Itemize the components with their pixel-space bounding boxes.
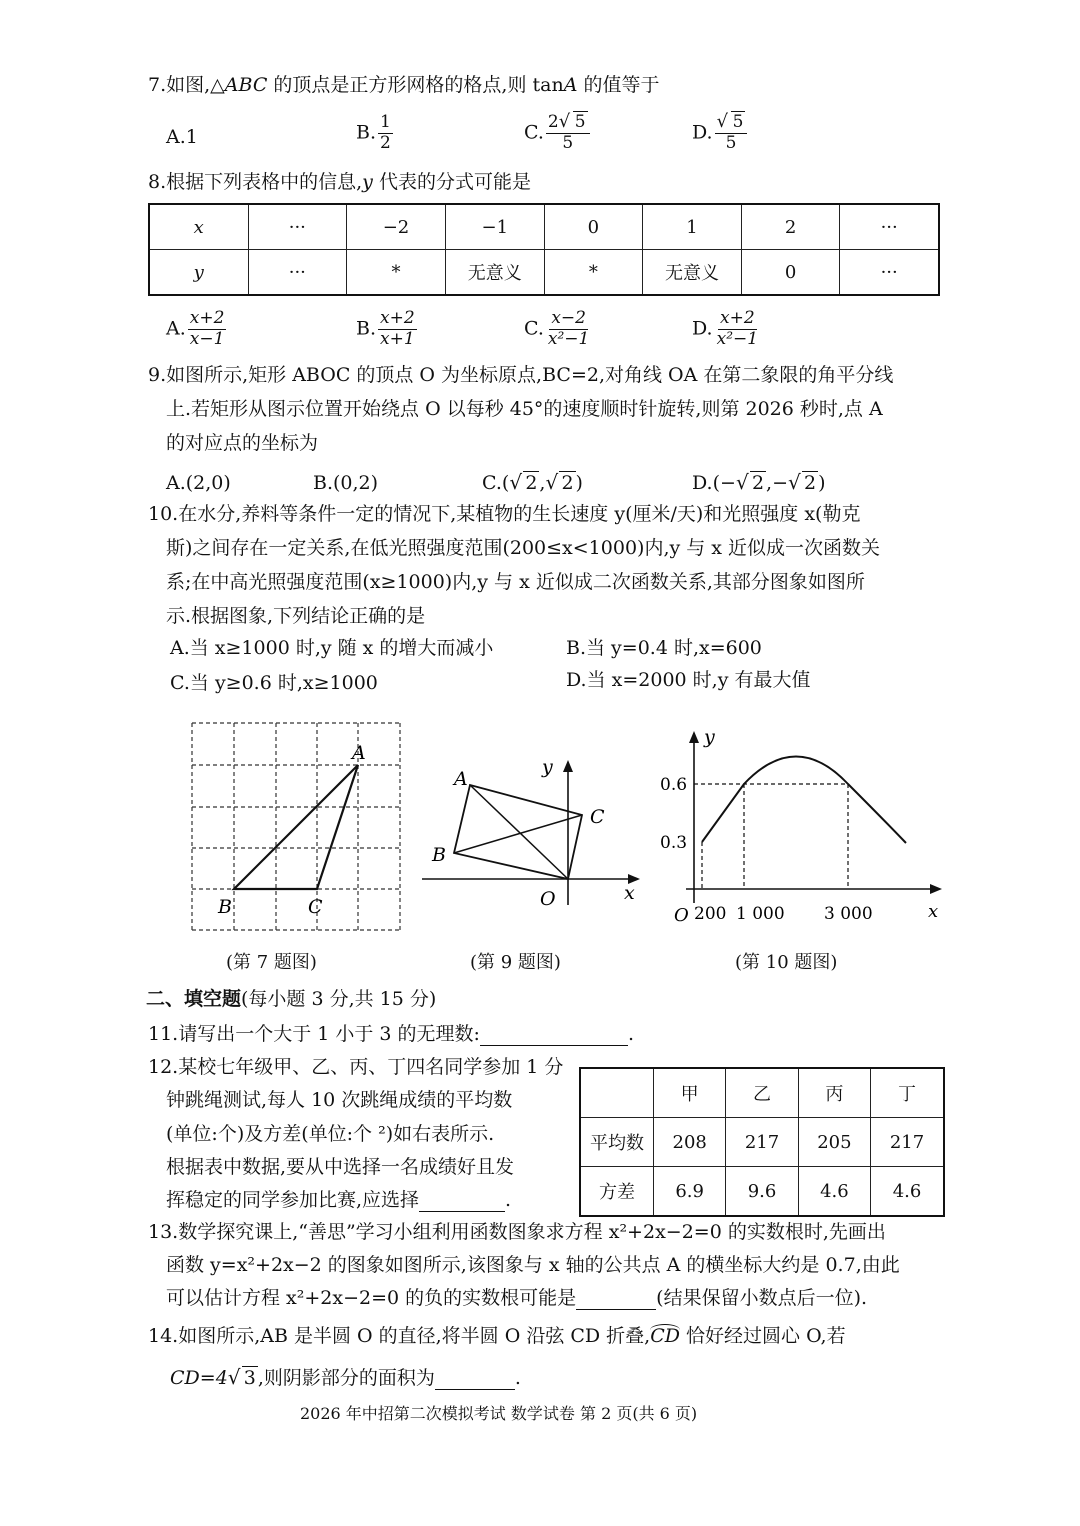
figure-7-caption: (第 7 题图)	[226, 952, 317, 973]
table-row	[580, 1118, 944, 1167]
tick-1000: 1 000	[736, 904, 785, 924]
table-cell: 丙	[798, 1068, 870, 1118]
q9-line-3: 的对应点的坐标为	[166, 432, 319, 454]
label-o: O	[540, 888, 556, 910]
label-a: A	[454, 768, 468, 790]
figure-7	[186, 715, 408, 939]
q9-option-a: A.(2,0)	[166, 472, 231, 494]
table-cell: 无意义	[445, 250, 544, 296]
q14-line-1: 14.如图所示,AB 是半圆 O 的直径,将半圆 O 沿弦 CD 折叠,CD 恰好经过圆心 O,若	[148, 1325, 846, 1347]
q12-line-4: 根据表中数据,要从中选择一名成绩好且发	[166, 1156, 515, 1178]
q10-option-a: A.当 x≥1000 时,y 随 x 的增大而减小	[170, 637, 494, 659]
q13-line-1: 13.数学探究课上,“善思”学习小组利用函数图象求方程 x²+2x−2=0 的实数根时,先画出	[148, 1221, 886, 1243]
table-cell: *	[347, 250, 446, 296]
figure-9	[418, 755, 648, 915]
q8-option-d: D. $\frac{x+2}{\text{x²−1}}$	[692, 308, 759, 349]
q10-option-c: C.当 y≥0.6 时,x≥1000	[170, 672, 378, 694]
q12-line-1: 12.某校七年级甲、乙、丙、丁四名同学参加 1 分	[148, 1056, 564, 1078]
x-axis-arrow	[930, 884, 942, 894]
table-cell: 方差	[580, 1167, 654, 1217]
table-row	[149, 204, 939, 250]
q8-stem: 8.根据下列表格中的信息,y 代表的分式可能是	[148, 171, 531, 193]
table-cell: 丁	[871, 1068, 944, 1118]
table-row	[580, 1167, 944, 1217]
q8-table	[148, 203, 940, 296]
figure-10-caption: (第 10 题图)	[735, 952, 838, 973]
q10-option-d: D.当 x=2000 时,y 有最大值	[566, 669, 811, 691]
q9-line-2: 上.若矩形从图示位置开始绕点 O 以每秒 45°的速度顺时针旋转,则第 2026 秒时,点 A	[166, 398, 883, 420]
label-y: y	[542, 756, 553, 778]
table-cell: 9.6	[726, 1167, 798, 1217]
y-axis-arrow	[563, 760, 573, 772]
table-cell: x	[149, 204, 248, 250]
tick-0.3: 0.3	[660, 833, 688, 853]
q12-line-3: (单位:个)及方差(单位:个 ²)如右表所示.	[166, 1123, 495, 1145]
table-row	[149, 250, 939, 296]
table-cell: 平均数	[580, 1118, 654, 1167]
arc-cd: CD	[650, 1325, 681, 1347]
q7-option-b: B. $\frac{1}{2}$	[356, 112, 391, 153]
q7-option-a: A.1	[166, 126, 198, 148]
tick-0.6: 0.6	[660, 775, 688, 795]
table-cell: 0	[544, 204, 643, 250]
table-cell: 甲	[654, 1068, 726, 1118]
q14-line-2: CD=4√ 3 ,则阴影部分的面积为 .	[170, 1367, 521, 1390]
table-cell: ···	[248, 250, 347, 296]
guide-lines	[694, 784, 848, 889]
q10-option-b: B.当 y=0.4 时,x=600	[566, 637, 762, 659]
label-b: B	[432, 844, 446, 866]
tick-3000: 3 000	[824, 904, 873, 924]
figure-9-caption: (第 9 题图)	[470, 952, 561, 973]
q7-option-d: D. √ $\frac{5}{5}$	[692, 114, 747, 153]
answer-blank[interactable]	[576, 1289, 656, 1310]
table-cell	[580, 1068, 654, 1118]
triangle-abc	[234, 765, 358, 889]
q8-option-a: A. $\frac{x+2}{x-1}$	[166, 308, 225, 349]
table-cell: 1	[643, 204, 742, 250]
label-c: C	[590, 806, 605, 828]
table-cell: 无意义	[643, 250, 742, 296]
answer-blank[interactable]	[435, 1369, 515, 1390]
label-o: O	[674, 905, 689, 926]
q9-option-c: C.(√ 2 ,√ 2 )	[482, 472, 583, 495]
table-row	[580, 1068, 944, 1118]
table-cell: 乙	[726, 1068, 798, 1118]
diagonal-oa	[470, 785, 568, 879]
table-cell: 205	[798, 1118, 870, 1167]
q9-option-d: D.(−√ 2 ,−√ 2 )	[692, 472, 826, 495]
table-cell: y	[149, 250, 248, 296]
q12-line-2: 钟跳绳测试,每人 10 次跳绳成绩的平均数	[166, 1089, 513, 1111]
q12-table	[579, 1067, 945, 1217]
figure-10	[656, 725, 948, 927]
table-cell: 4.6	[798, 1167, 870, 1217]
tick-200: 200	[694, 904, 727, 924]
q10-line-1: 10.在水分,养料等条件一定的情况下,某植物的生长速度 y(厘米/天)和光照强度 x(勒克	[148, 503, 861, 525]
table-cell: 208	[654, 1118, 726, 1167]
q10-line-3: 系;在中高光照强度范围(x≥1000)内,y 与 x 近似成二次函数关系,其部分图象如图所	[166, 571, 865, 593]
diagonal-bc	[454, 815, 582, 853]
table-cell: −1	[445, 204, 544, 250]
q8-option-b: B. $\frac{x+2}{x+1}$	[356, 308, 415, 349]
q12-line-5: 挥稳定的同学参加比赛,应选择 .	[166, 1189, 512, 1211]
label-x: x	[624, 882, 635, 904]
q8-option-c: C. $\frac{x-2}{\text{x²−1}}$	[524, 308, 590, 349]
page-footer: 2026 年中招第二次模拟考试 数学试卷 第 2 页(共 6 页)	[300, 1404, 698, 1423]
label-x: x	[928, 901, 939, 922]
table-cell: 217	[726, 1118, 798, 1167]
table-cell: *	[544, 250, 643, 296]
table-cell: 4.6	[871, 1167, 944, 1217]
growth-curve	[702, 757, 906, 844]
answer-blank[interactable]	[419, 1191, 505, 1212]
table-cell: −2	[347, 204, 446, 250]
table-cell: 6.9	[654, 1167, 726, 1217]
q7-option-c: C. $\frac{2√ 5}{5}$	[524, 114, 590, 153]
section-2-heading: 二、填空题(每小题 3 分,共 15 分)	[146, 988, 437, 1010]
table-cell: 0	[741, 250, 840, 296]
q7-stem: 7.如图,△ABC 的顶点是正方形网格的格点,则 tanA 的值等于	[148, 74, 660, 96]
table-cell: 2	[741, 204, 840, 250]
label-c: C	[308, 896, 323, 918]
q9-option-b: B.(0,2)	[313, 472, 379, 494]
answer-blank[interactable]	[480, 1025, 628, 1046]
q11-question: 11.请写出一个大于 1 小于 3 的无理数: .	[148, 1023, 635, 1045]
table-cell: ···	[840, 204, 939, 250]
table-cell: 217	[871, 1118, 944, 1167]
q13-line-2: 函数 y=x²+2x−2 的图象如图所示,该图象与 x 轴的公共点 A 的横坐标大约是 0.7,由此	[166, 1254, 900, 1276]
label-b: B	[218, 896, 232, 918]
table-cell: ···	[248, 204, 347, 250]
q9-line-1: 9.如图所示,矩形 ABOC 的顶点 O 为坐标原点,BC=2,对角线 OA 在第二象限的角平分线	[148, 364, 894, 386]
label-y: y	[704, 726, 715, 748]
table-cell: ···	[840, 250, 939, 296]
q10-line-4: 示.根据图象,下列结论正确的是	[166, 605, 426, 627]
label-a: A	[352, 742, 366, 764]
q13-line-3: 可以估计方程 x²+2x−2=0 的负的实数根可能是 (结果保留小数点后一位).	[166, 1287, 868, 1309]
q10-line-2: 斯)之间存在一定关系,在低光照强度范围(200≤x<1000)内,y 与 x 近似成一次函数关	[166, 537, 881, 559]
y-axis-arrow	[689, 731, 699, 743]
